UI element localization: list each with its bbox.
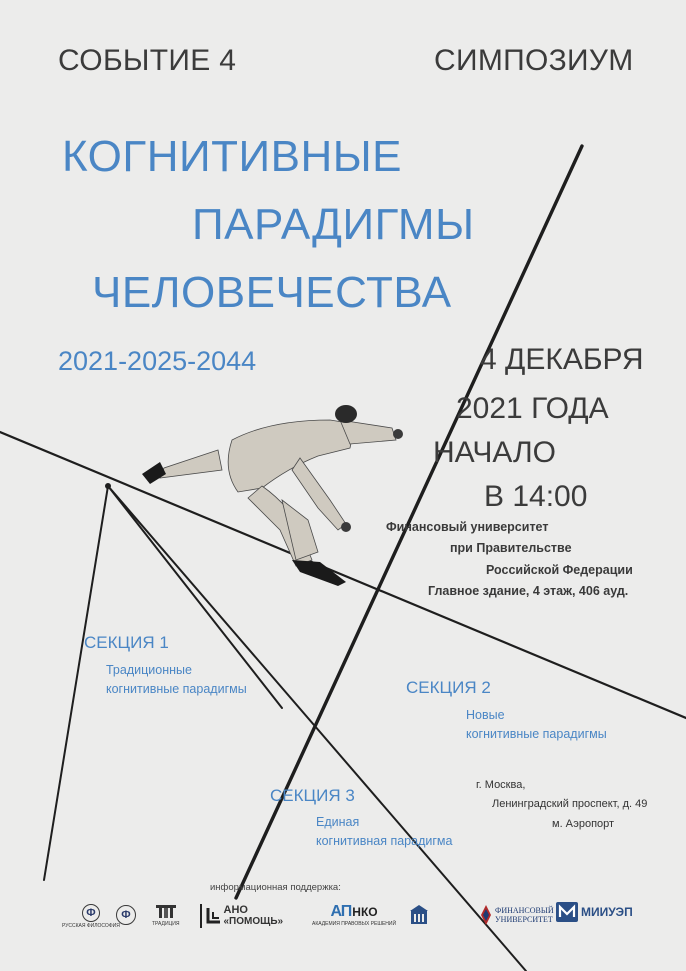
building-icon	[408, 904, 430, 926]
start-label: НАЧАЛО	[433, 436, 557, 469]
section-2-line-2: когнитивные парадигмы	[466, 727, 607, 741]
venue-line-3: Российской Федерации	[486, 563, 633, 577]
venue-line-1: Финансовый университет	[386, 520, 549, 534]
title-line-1: КОГНИТИВНЫЕ	[62, 132, 403, 181]
section-2-heading: СЕКЦИЯ 2	[406, 678, 491, 697]
section-3-line-1: Единая	[316, 815, 360, 829]
walker-figure	[142, 405, 403, 586]
start-time: В 14:00	[484, 480, 588, 513]
miiuep-icon	[556, 902, 578, 922]
logo-building	[408, 904, 430, 926]
phi-icon: Ф	[82, 904, 100, 922]
section-2-line-1: Новые	[466, 708, 505, 722]
date-day: 4 ДЕКАБРЯ	[480, 343, 644, 376]
ano-mark-icon	[205, 907, 221, 925]
phi-circle-icon: Ф	[116, 905, 136, 925]
logo-apnko: АП НКО АКАДЕМИЯ ПРАВОВЫХ РЕШЕНИЙ	[312, 903, 397, 927]
guy-rope-left	[44, 486, 108, 880]
section-1-line-1: Традиционные	[106, 663, 192, 677]
event-type: СИМПОЗИУМ	[434, 44, 634, 77]
section-1-heading: СЕКЦИЯ 1	[84, 633, 169, 652]
title-line-3: ЧЕЛОВЕЧЕСТВА	[92, 268, 452, 317]
walker-back-shoe	[142, 462, 166, 484]
title-line-2: ПАРАДИГМЫ	[192, 200, 475, 249]
years: 2021-2025-2044	[58, 346, 257, 376]
logo-ano-pomoshch: АНО «ПОМОЩЬ»	[200, 904, 283, 928]
tradition-icon	[155, 904, 177, 920]
walker-head	[335, 405, 357, 423]
logo-fin-university: ФИНАНСОВЫЙ УНИВЕРСИТЕТ	[480, 904, 554, 926]
guy-rope-right	[108, 486, 526, 971]
section-3-line-2: когнитивная парадигма	[316, 834, 453, 848]
logo-tradition: ТРАДИЦИЯ	[152, 904, 179, 927]
support-label: информационная поддержка:	[210, 882, 341, 893]
logo-miiuep: МИИУЭП	[556, 902, 633, 922]
section-1-line-2: когнитивные парадигмы	[106, 682, 247, 696]
logo-phi-circle	[116, 905, 136, 925]
address-street: Ленинградский проспект, д. 49	[492, 798, 648, 810]
event-number: СОБЫТИЕ 4	[58, 44, 237, 77]
venue-line-2: при Правительстве	[450, 541, 572, 555]
venue-line-4: Главное здание, 4 этаж, 406 ауд.	[428, 584, 629, 598]
apnko-mark: АП	[330, 903, 352, 920]
fin-university-logo	[480, 904, 492, 926]
section-3-heading: СЕКЦИЯ 3	[270, 786, 355, 805]
logo-russian-philosophy: Ф РУССКАЯ ФИЛОСОФИЯ	[62, 904, 120, 929]
address-city: г. Москва,	[476, 779, 526, 791]
address-metro: м. Аэропорт	[552, 818, 615, 830]
date-year: 2021 ГОДА	[456, 392, 609, 425]
rope-anchor	[105, 483, 111, 489]
